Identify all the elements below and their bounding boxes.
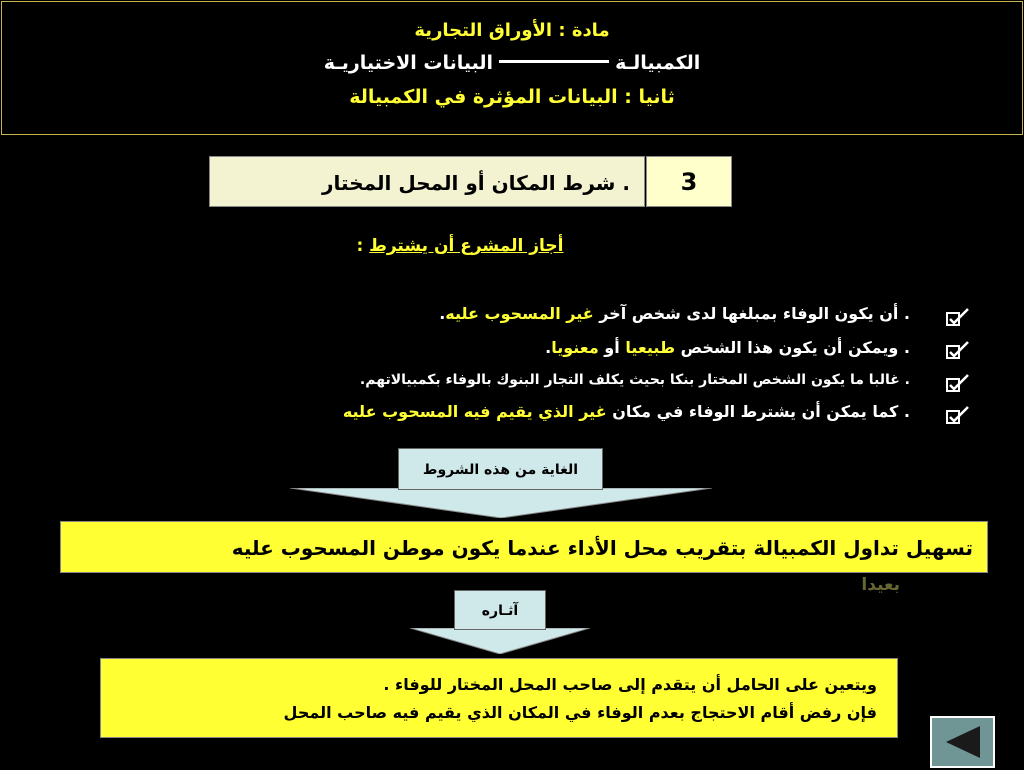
checkbox-pencil-icon [944, 308, 972, 328]
back-triangle-icon [932, 718, 993, 766]
section-title: ثانيا : البيانات المؤثرة في الكمبيالة [349, 86, 675, 108]
bullet-highlight: طبيعيا [625, 338, 676, 357]
bullet-item [60, 304, 910, 323]
back-button[interactable] [930, 716, 995, 768]
effect-callout: آثـاره [454, 590, 546, 630]
condition-number-box: 3 [646, 156, 732, 207]
checkbox-pencil-icon [944, 374, 972, 394]
topic-bill-label: الكمبيالـة [615, 52, 701, 74]
bullet-text: . غالبا ما يكون الشخص المختار بنكا بحيث يكلف التجار البنوك بالوفاء بكمبيالاتهم. [359, 372, 910, 388]
intro-label: أجاز المشرع أن يشترط [369, 236, 564, 256]
bullet-text: أو [598, 338, 626, 357]
down-arrow-shape [410, 628, 590, 654]
effect-line: فإن رفض أقام الاحتجاج بعدم الوفاء في المكان الذي يقيم فيه صاحب المحل [283, 703, 877, 722]
bullet-highlight: غير الذي يقيم فيه المسحوب عليه [342, 402, 607, 421]
bullet-item [60, 338, 910, 357]
slide-header [1, 1, 1023, 135]
effect-line: ويتعين على الحامل أن يتقدم إلى صاحب المحل المختار للوفاء . [383, 675, 877, 694]
goal-result-box: تسهيل تداول الكمبيالة بتقريب محل الأداء عندما يكون موطن المسحوب عليه [60, 521, 988, 573]
effect-result-box [100, 658, 898, 738]
intro-text [300, 236, 620, 256]
topic-line [2, 52, 1022, 74]
dash-separator [499, 60, 609, 63]
intro-colon: : [356, 236, 370, 256]
bullet-item [60, 402, 910, 421]
subject-title: مادة : الأوراق التجارية [414, 20, 610, 41]
bullet-highlight: معنويا [551, 338, 599, 357]
bullet-text: . ويمكن أن يكون هذا الشخص [675, 338, 910, 357]
bullet-text: . أن يكون الوفاء بمبلغها لدى شخص آخر [593, 304, 910, 323]
bullet-highlight: غير المسحوب عليه [445, 304, 594, 323]
goal-result-overflow: بعيدا [861, 575, 900, 595]
goal-callout: الغاية من هذه الشروط [398, 448, 603, 490]
checkbox-pencil-icon [944, 406, 972, 426]
bullet-suffix: . [545, 338, 552, 357]
bullet-suffix: . [439, 304, 446, 323]
down-arrow-shape [290, 488, 712, 518]
topic-optional-data-label: البيانات الاختياريـة [323, 52, 494, 74]
bullet-text: . كما يمكن أن يشترط الوفاء في مكان [606, 402, 910, 421]
bullet-item [60, 372, 910, 388]
condition-title-box: . شرط المكان أو المحل المختار [209, 156, 645, 207]
checkbox-pencil-icon [944, 341, 972, 361]
